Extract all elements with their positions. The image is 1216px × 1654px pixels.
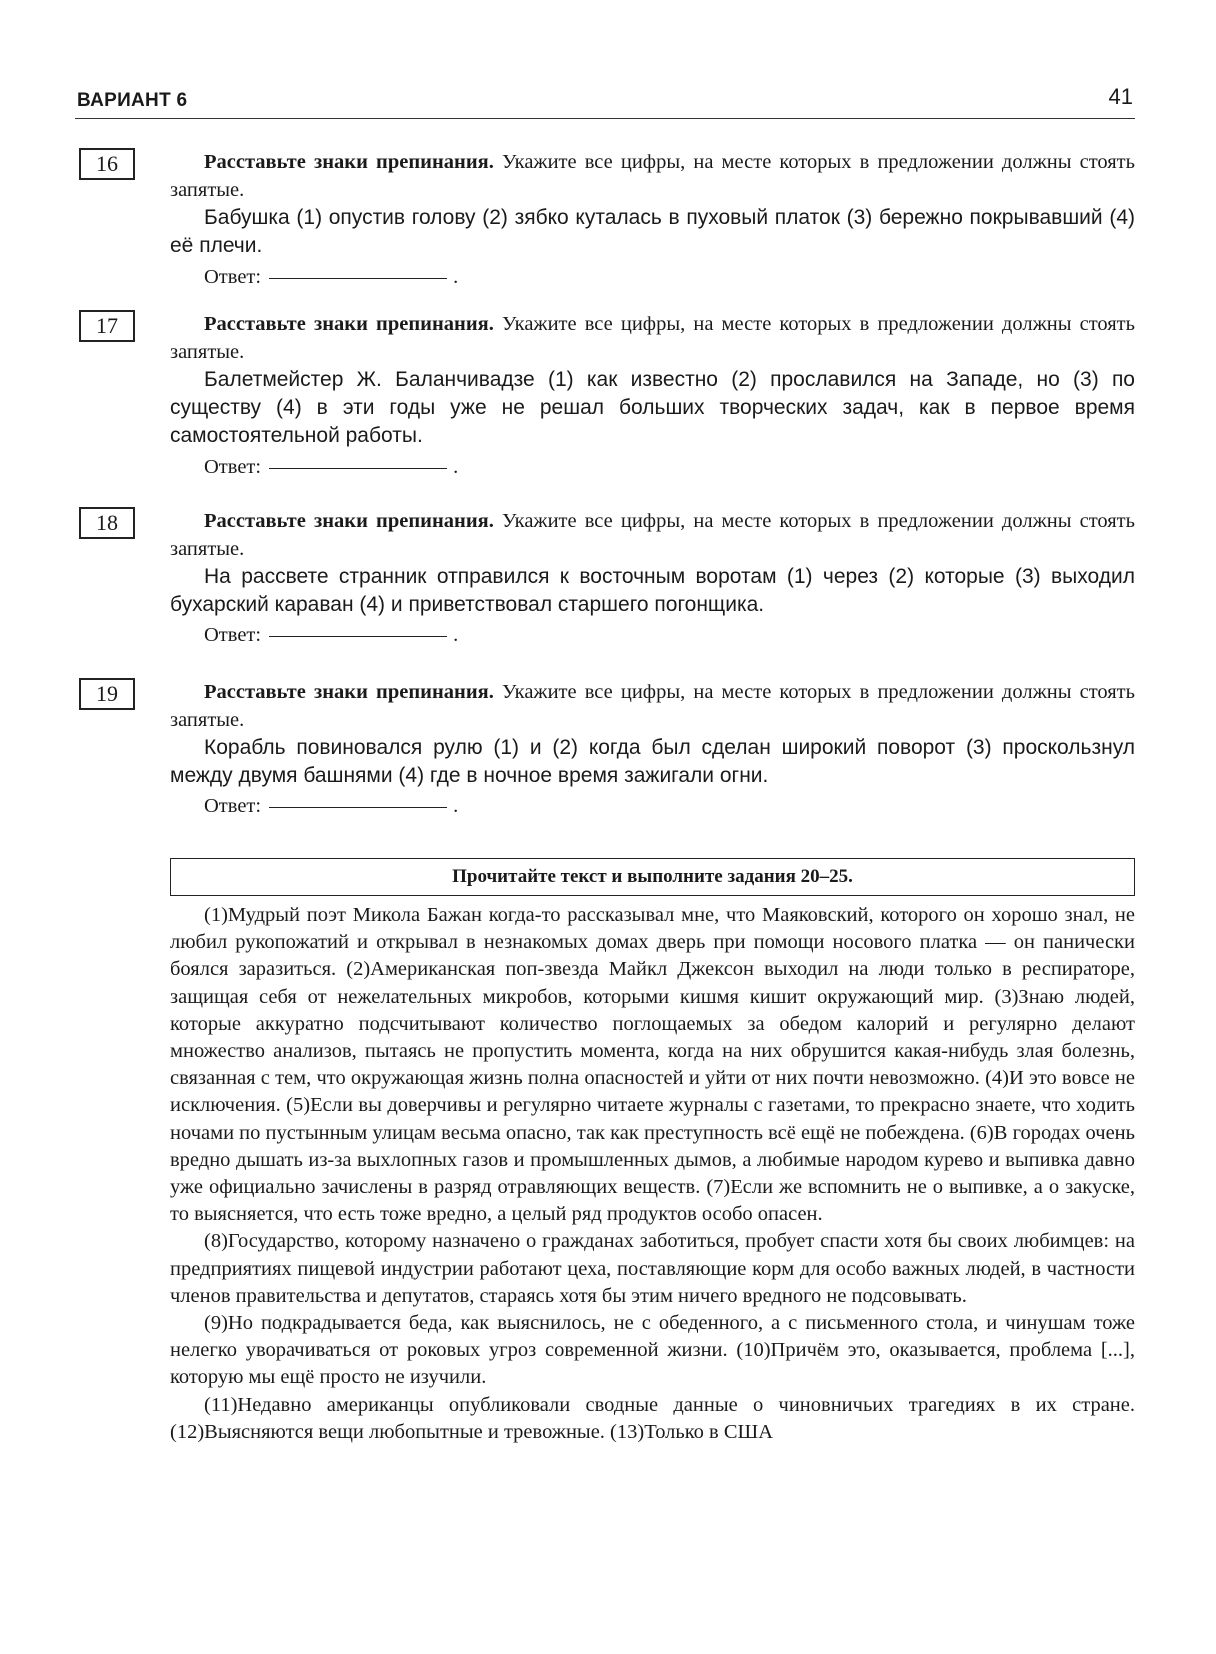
answer-line[interactable]: [269, 807, 447, 808]
instruction-bold: Расставьте знаки препинания.: [204, 313, 494, 335]
page-header: [75, 78, 1135, 119]
text-paragraph: (8)Государство, которому назначено о гражданах заботиться, пробует спасти хотя бы своих любимцев: на предприятиях пищевой индустрии работают цеха, поставляющие корм для особо важных людей, в частности членов правительства и депутатов, стараясь хотя бы этим ничего вредного не подсовывать.: [170, 1230, 1135, 1307]
answer-field[interactable]: [204, 263, 458, 291]
text-paragraph: (11)Недавно американцы опубликовали сводные данные о чиновничьих трагедиях в их стране. (12)Выясняются вещи любопытные и тревожные. (13)Только в США: [170, 1393, 1135, 1443]
task-number-box: 18: [79, 507, 135, 539]
answer-end: .: [453, 624, 459, 646]
answer-line[interactable]: [269, 278, 447, 279]
variant-title: ВАРИАНТ 6: [77, 90, 188, 111]
answer-field[interactable]: [204, 792, 458, 820]
task-instruction: [170, 148, 1135, 204]
answer-end: .: [453, 456, 459, 478]
task-number-box: 16: [79, 148, 135, 180]
instruction-rest: Укажите все цифры, на месте которых в предложении должны стоять запятые.: [170, 313, 1135, 363]
task-sentence: На рассвете странник отправился к восточным воротам (1) через (2) которые (3) выходил бухарский караван (4) и приветствовал старшего погонщика.: [170, 565, 1135, 616]
answer-end: .: [453, 795, 459, 817]
answer-line[interactable]: [269, 636, 447, 637]
task-sentence: Корабль повиновался рулю (1) и (2) когда был сделан широкий поворот (3) проскользнул между двумя башнями (4) где в ночное время зажигали огни.: [170, 736, 1135, 787]
task-number-box: 19: [79, 678, 135, 710]
text-paragraph: (9)Но подкрадывается беда, как выяснилось, не с обеденного, а с письменного стола, и чинушам тоже нелегко уворачиваться от роковых угроз современной жизни. (10)Причём это, оказывается, проблема [...], которую мы ещё просто не изучили.: [170, 1312, 1135, 1389]
instruction-bold: Расставьте знаки препинания.: [204, 681, 494, 703]
answer-label: Ответ:: [204, 624, 262, 646]
reading-text: [170, 902, 1135, 1446]
instruction-bold: Расставьте знаки препинания.: [204, 151, 494, 173]
answer-end: .: [453, 266, 459, 288]
task-instruction: [170, 310, 1135, 366]
page-number: 41: [1108, 84, 1133, 109]
answer-field[interactable]: [204, 453, 458, 481]
instruction-rest: Укажите все цифры, на месте которых в предложении должны стоять запятые.: [170, 151, 1135, 201]
task-sentence: Бабушка (1) опустив голову (2) зябко куталась в пуховый платок (3) бережно покрывавший (4) её плечи.: [170, 206, 1135, 257]
instruction-rest: Укажите все цифры, на месте которых в предложении должны стоять запятые.: [170, 510, 1135, 560]
task-number-box: 17: [79, 310, 135, 342]
instruction-bold: Расставьте знаки препинания.: [204, 510, 494, 532]
answer-label: Ответ:: [204, 795, 262, 817]
task-instruction: [170, 678, 1135, 734]
answer-label: Ответ:: [204, 456, 262, 478]
task-instruction: [170, 507, 1135, 563]
task-sentence: Балетмейстер Ж. Баланчивадзе (1) как известно (2) прославился на Западе, но (3) по существу (4) в эти годы уже не решал больших творческих задач, как в первое время самостоятельной работы.: [170, 368, 1135, 447]
answer-field[interactable]: [204, 621, 458, 649]
answer-line[interactable]: [269, 468, 447, 469]
reading-instruction-box: Прочитайте текст и выполните задания 20–25.: [170, 858, 1135, 896]
text-paragraph: (1)Мудрый поэт Микола Бажан когда-то рассказывал мне, что Маяковский, которого он хорошо знал, не любил рукопожатий и открывал в незнакомых домах дверь при помощи носового платка — он панически боялся заразиться. (2)Американская поп-звезда Майкл Джексон выходил на люди только в респираторе, защищая себя от нежелательных микробов, которыми кишмя кишит окружающий мир. (3)Знаю людей, которые аккуратно подсчитывают количество поглощаемых за обедом калорий и регулярно делают множество анализов, пытаясь не пропустить момента, когда на них обрушится какая-нибудь злая болезнь, связанная с тем, что окружающая жизнь полна опасностей и уйти от них почти невозможно. (4)И это вовсе не исключения. (5)Если вы доверчивы и регулярно читаете журналы с газетами, то прекрасно знаете, что ходить ночами по пустынным улицам весьма опасно, так как преступность всё ещё не побеждена. (6)В городах очень вредно дышать из-за выхлопных газов и промышленных дымов, а любимые народом курево и выпивка давно уже официально зачислены в разряд отравляющих веществ. (7)Если же вспомнить не о выпивке, а о закуске, то выясняется, что есть тоже вредно, а целый ряд продуктов особо опасен.: [170, 904, 1135, 1226]
answer-label: Ответ:: [204, 266, 262, 288]
instruction-rest: Укажите все цифры, на месте которых в предложении должны стоять запятые.: [170, 681, 1135, 731]
